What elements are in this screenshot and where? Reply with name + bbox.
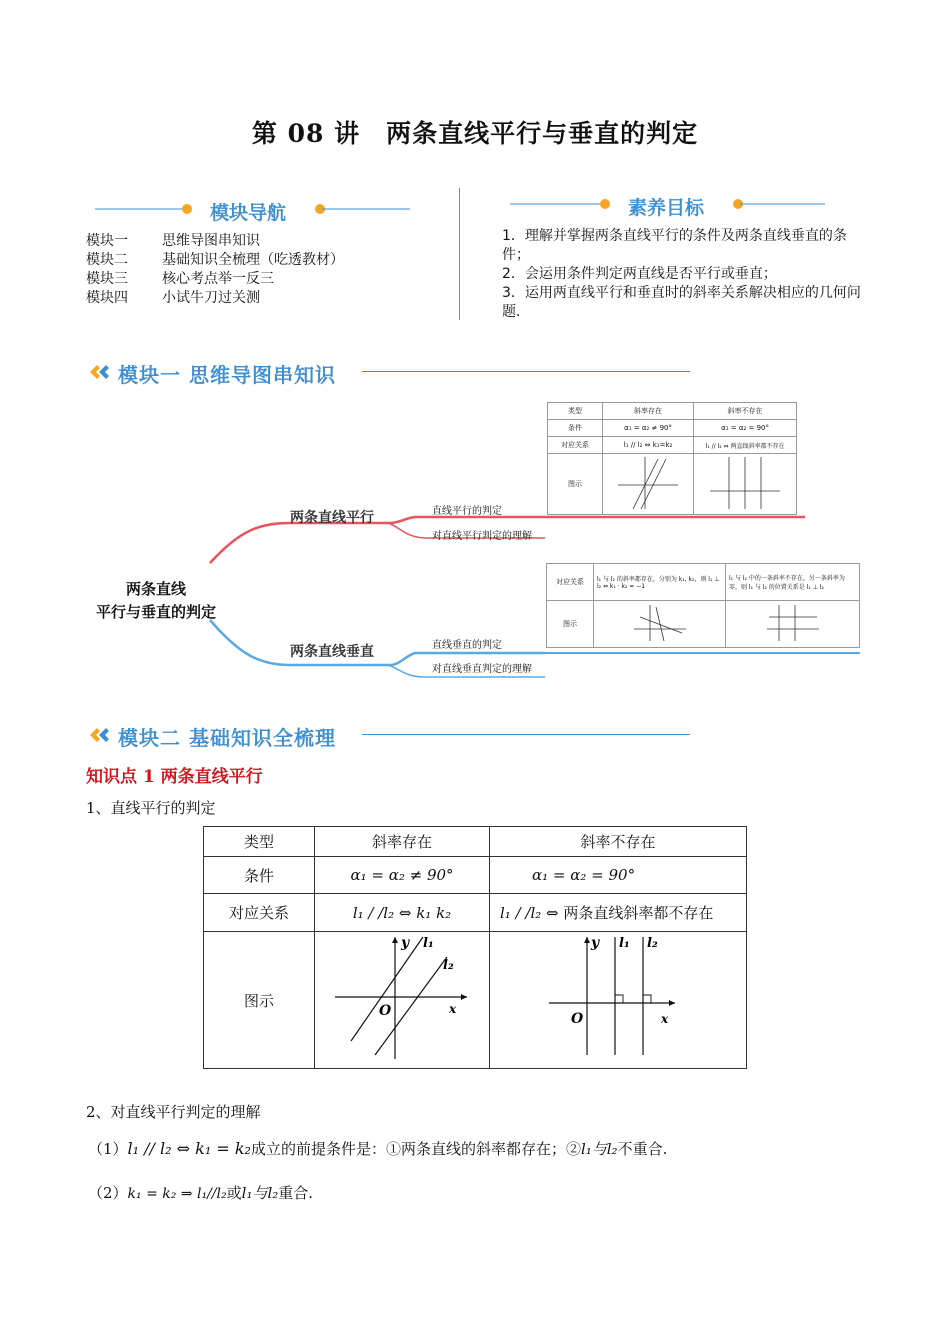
cell: 图示	[547, 601, 594, 648]
nav-header: 模块导航	[210, 202, 287, 224]
module1-banner: 模块一 思维导图串知识	[118, 363, 336, 387]
cell: l₁ 与 l₂ 的斜率都存在，分别为 k₁, k₂，则 l₁ ⊥ l₂ ⇔ k₁ · k₂ = −1	[594, 564, 726, 601]
cell: 类型	[204, 827, 315, 857]
svg-text:l₁: l₁	[423, 936, 434, 951]
nav-item[interactable]: 模块三 核心考点举一反三	[86, 271, 274, 287]
cell: l₁ // l₂ ⇔ 两直线斜率都不存在	[694, 437, 797, 454]
mini-figure-perp-a	[594, 601, 726, 648]
mini-figure-slope-none	[694, 454, 797, 515]
cell: α₁ = α₂ = 90°	[694, 420, 797, 437]
mini-perp-table	[546, 563, 860, 648]
graph-parallel-lines	[327, 933, 477, 1063]
module2-banner: 模块二 基础知识全梳理	[118, 726, 336, 750]
cell: 对应关系	[204, 894, 315, 932]
leaf-parallel-judge: 直线平行的判定	[432, 506, 502, 517]
cell: l₁ // l₂ ⇔ k₁=k₂	[603, 437, 694, 454]
cell: l₁ 与 l₂ 中的一条斜率不存在，另一条斜率为零，则 l₁ 与 l₂ 的位置关系是 l₁ ⊥ l₂	[726, 564, 860, 601]
mini-graph-perp-b	[763, 603, 823, 643]
svg-text:y: y	[591, 935, 600, 951]
svg-text:x: x	[661, 1012, 669, 1026]
subsection-1: 1、直线平行的判定	[86, 799, 216, 817]
banner-line	[362, 371, 690, 372]
paragraph-1: （1）l₁ // l₂ ⇔ k₁ = k₂成立的前提条件是：①两条直线的斜率都存在；②l₁与l₂不重合.	[88, 1139, 668, 1158]
mini-graph-vertical	[705, 455, 785, 511]
svg-text:x: x	[449, 1002, 457, 1016]
cell: 对应关系	[548, 437, 603, 454]
leaf-perp-judge: 直线垂直的判定	[432, 640, 502, 651]
mindmap-center: 两条直线 平行与垂直的判定	[95, 580, 216, 621]
page-title: 第 08 讲 两条直线平行与垂直的判定	[251, 119, 699, 148]
cell: 斜率不存在	[694, 403, 797, 420]
paragraph-2: （2）k₁ = k₂ ⇒ l₁//l₂或l₁与l₂重合.	[88, 1184, 314, 1202]
nav-item[interactable]: 模块二 基础知识全梳理（吃透教材）	[86, 252, 344, 268]
cell: α₁ = α₂ = 90°	[490, 857, 747, 894]
double-chevron-icon	[88, 725, 116, 745]
cell: 条件	[548, 420, 603, 437]
leaf-perp-understand: 对直线垂直判定的理解	[432, 664, 532, 675]
branch-parallel: 两条直线平行	[290, 510, 374, 526]
goal-item: 2．会运用条件判定两直线是否平行或垂直；	[502, 266, 777, 282]
mini-parallel-table	[547, 402, 797, 515]
cell: α₁ = α₂ ≠ 90°	[315, 857, 490, 894]
cell: 斜率存在	[603, 403, 694, 420]
cell: 图示	[204, 932, 315, 1069]
svg-text:l₁: l₁	[619, 936, 630, 951]
nav-list	[86, 232, 344, 308]
cell: l₁ / /l₂ ⇔ 两条直线斜率都不存在	[490, 894, 747, 932]
cell: 斜率存在	[315, 827, 490, 857]
svg-text:l₂: l₂	[443, 958, 454, 973]
svg-text:O: O	[571, 1011, 584, 1027]
mini-graph-perp-a	[630, 603, 690, 643]
svg-text:O: O	[379, 1003, 392, 1019]
cell: 图示	[548, 454, 603, 515]
cell: 类型	[548, 403, 603, 420]
double-chevron-icon	[88, 362, 116, 382]
goals-header: 素养目标	[628, 197, 705, 219]
cell: 斜率不存在	[490, 827, 747, 857]
mini-figure-perp-b	[726, 601, 860, 648]
cell: α₁ = α₂ ≠ 90°	[603, 420, 694, 437]
svg-text:y: y	[401, 935, 410, 951]
graph-vertical-lines	[543, 933, 693, 1063]
parallel-table	[203, 826, 747, 1069]
knowledge-point-title: 知识点 1 两条直线平行	[86, 767, 263, 787]
cell: l₁ / /l₂ ⇔ k₁ k₂	[315, 894, 490, 932]
figure-slope-none	[490, 932, 747, 1069]
nav-item[interactable]: 模块四 小试牛刀过关测	[86, 290, 260, 306]
figure-slope-exists	[315, 932, 490, 1069]
cell: 对应关系	[547, 564, 594, 601]
nav-item[interactable]: 模块一 思维导图串知识	[86, 233, 260, 249]
mini-graph-parallel	[613, 455, 683, 511]
mini-figure-slope-exists	[603, 454, 694, 515]
goal-item: 1．理解并掌握两条直线平行的条件及两条直线垂直的条件；	[502, 228, 847, 263]
cell: 条件	[204, 857, 315, 894]
divider	[459, 188, 460, 320]
subsection-2: 2、对直线平行判定的理解	[86, 1103, 261, 1121]
branch-perpendicular: 两条直线垂直	[290, 644, 374, 660]
svg-text:l₂: l₂	[647, 936, 658, 951]
goal-item: 3．运用两直线平行和垂直时的斜率关系解决相应的几何问题.	[502, 285, 861, 320]
banner-line	[362, 734, 690, 735]
goals-list	[502, 227, 872, 322]
leaf-parallel-understand: 对直线平行判定的理解	[432, 531, 532, 542]
